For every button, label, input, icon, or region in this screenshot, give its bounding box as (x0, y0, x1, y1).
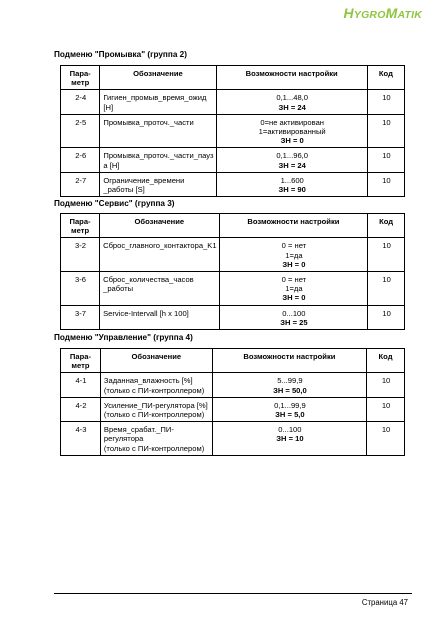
table-row: 3-7 Service-Intervall [h x 100] 0...100 ЗН = 25 10 (61, 305, 405, 329)
table-row: 4-1 Заданная_влажность [%] (только с ПИ-контроллером) 5...99,9 ЗН = 50,0 10 (61, 373, 405, 397)
footer-divider (54, 593, 412, 594)
table-header-row (61, 349, 405, 373)
table-row: 4-2 Усиление_ПИ-регулятора [%] (только с ПИ-контроллером) 0,1...99,9 ЗН = 5,0 10 (61, 397, 405, 421)
page-number: Страница 47 (361, 598, 408, 607)
section-title-flushing: Подменю "Промывка" (группа 2) (54, 50, 187, 59)
header-code: Код (368, 214, 405, 238)
header-param: Пара- метр (61, 214, 100, 238)
header-name: Обозначение (100, 214, 219, 238)
table-service (60, 213, 405, 330)
section-title-control: Подменю "Управление" (группа 4) (54, 333, 193, 342)
header-name: Обозначение (100, 349, 212, 373)
header-options: Возможности настройки (219, 214, 368, 238)
table-row: 4-3 Время_срабат._ПИ-регулятора (только с ПИ-контроллером) 0...100 ЗН = 10 10 (61, 422, 405, 456)
table-flushing (60, 65, 405, 197)
header-param: Пара- метр (61, 349, 101, 373)
table-header-row (61, 66, 405, 90)
header-code: Код (367, 349, 405, 373)
header-options: Возможности настройки (212, 349, 366, 373)
header-code: Код (367, 66, 404, 90)
table-header-row (61, 214, 405, 238)
table-row: 2-6 Промывка_проточ._части_пауз а [H] 0,1...96,0 ЗН = 24 10 (61, 148, 405, 172)
table-row: 3-6 Сброс_количества_часов _работы 0 = нет 1=да ЗН = 0 10 (61, 272, 405, 306)
hygromatik-logo: HYGROMATIK (343, 5, 422, 21)
header-param: Пара- метр (61, 66, 100, 90)
section-title-service: Подменю "Сервис" (группа 3) (54, 199, 175, 208)
table-row: 3-2 Сброс_главного_контактора_K1 0 = нет 1=да ЗН = 0 10 (61, 238, 405, 272)
table-row: 2-5 Промывка_проточ._части 0=не активирован 1=активированный ЗН = 0 10 (61, 114, 405, 148)
table-control (60, 348, 405, 456)
header-options: Возможности настройки (216, 66, 367, 90)
table-row: 2-4 Гигиен_промыв_время_ожид [H] 0,1...48,0 ЗН = 24 10 (61, 90, 405, 114)
header-name: Обозначение (100, 66, 216, 90)
table-row: 2-7 Ограничение_времени _работы [S] 1...600 ЗН = 90 10 (61, 172, 405, 196)
